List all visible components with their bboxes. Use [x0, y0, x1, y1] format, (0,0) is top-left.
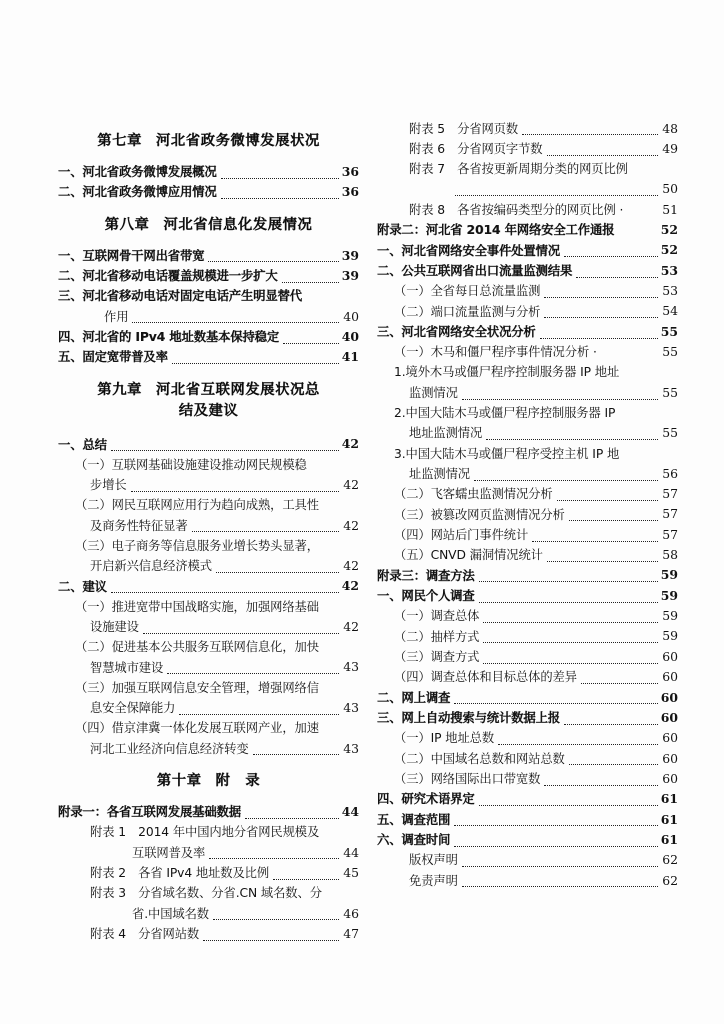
toc-entry[interactable] [58, 658, 359, 677]
toc-entry[interactable] [377, 790, 678, 809]
chapter-title: 河北省信息化发展情况 [163, 216, 313, 233]
toc-entry-text: 地址监测情况 [409, 426, 483, 441]
toc-entry-text: 二、公共互联网省出口流量监测结果 [377, 263, 573, 278]
toc-entry[interactable] [58, 679, 359, 698]
toc-page-number: 42 [341, 578, 359, 594]
toc-entry[interactable] [377, 750, 678, 769]
toc-entry[interactable] [377, 770, 678, 789]
toc-entry[interactable] [377, 424, 678, 443]
toc-entry-text: 附表 8 各省按编码类型分的网页比例 · [409, 202, 624, 217]
toc-entry[interactable] [377, 180, 678, 199]
toc-leader-dots [132, 322, 339, 323]
toc-entry-text: 设施建设 [90, 620, 139, 635]
chapter-title: 附 录 [215, 773, 261, 790]
chapter-heading [58, 131, 359, 152]
toc-entry[interactable] [377, 607, 678, 626]
toc-leader-dots [111, 450, 339, 451]
toc-entry-text: （一）推进宽带中国战略实施，加强网络基础 [75, 599, 319, 614]
toc-entry[interactable] [377, 648, 678, 667]
toc-entry-text: 一、总结 [58, 437, 107, 452]
toc-page-number: 58 [662, 547, 678, 563]
toc-entry[interactable] [58, 864, 359, 883]
toc-entry[interactable] [58, 803, 359, 822]
toc-entry[interactable] [58, 884, 359, 903]
toc-page-number: 42 [343, 477, 359, 492]
toc-leader-dots [245, 818, 339, 819]
toc-page-number: 55 [662, 425, 678, 441]
chapter-number: 第七章 [97, 133, 142, 149]
toc-entry[interactable] [58, 699, 359, 718]
toc-entry-text: 三、河北省移动电话对固定电话产生明显替代 [58, 289, 302, 304]
toc-leader-dots [498, 744, 658, 745]
toc-page-number: 46 [343, 905, 359, 921]
toc-page-number: 57 [662, 486, 678, 502]
toc-leader-dots [522, 134, 658, 135]
toc-leader-dots [167, 673, 339, 674]
toc-entry[interactable] [58, 328, 359, 347]
toc-entry[interactable] [377, 201, 678, 220]
toc-entry-text: （四）借京津冀一体化发展互联网产业，加速 [75, 721, 319, 736]
toc-page-number: 43 [343, 740, 359, 756]
toc-entry[interactable] [58, 925, 359, 944]
toc-page-number: 45 [343, 864, 359, 880]
chapter-number: 第十章 [156, 773, 202, 790]
toc-entry[interactable] [58, 577, 359, 596]
toc-entry-text: 2.中国大陆木马或僵尸程序控制服务器 IP [394, 406, 616, 420]
toc-page-number: 42 [343, 618, 359, 634]
toc-leader-dots [544, 317, 658, 318]
toc-entry[interactable] [58, 348, 359, 367]
toc-leader-dots [486, 439, 658, 440]
toc-page-number: 41 [341, 349, 359, 365]
chapter-heading [58, 215, 359, 236]
toc-leader-dots [216, 572, 339, 573]
chapter-title-line1: 河北省互联网发展状况总 [155, 382, 320, 399]
toc-entry-text: 免责声明 [409, 873, 458, 888]
toc-entry-text: （四）网站后门事件统计 [394, 527, 529, 542]
chapter-number: 第九章 [97, 382, 142, 399]
toc-entry[interactable] [58, 183, 359, 202]
toc-leader-dots [557, 500, 658, 501]
toc-page-number: 61 [660, 791, 678, 807]
chapter-title-line2: 结及建议 [178, 402, 239, 419]
toc-leader-dots [221, 178, 339, 179]
toc-leader-dots [483, 622, 658, 623]
toc-leader-dots [564, 256, 658, 257]
chapter-title: 河北省政务微博发展状况 [155, 133, 320, 149]
toc-leader-dots [454, 825, 658, 826]
toc-entry[interactable] [377, 709, 678, 728]
toc-entry[interactable] [377, 851, 678, 870]
toc-leader-dots [564, 724, 658, 725]
toc-entry-text: 一、河北省网络安全事件处置情况 [377, 243, 560, 258]
toc-entry[interactable] [377, 627, 678, 646]
toc-entry-text: （一）木马和僵尸程序事件情况分析 · [394, 345, 597, 360]
toc-page-number: 55 [662, 344, 678, 360]
toc-page-number: 60 [660, 689, 678, 705]
toc-leader-dots [179, 714, 339, 715]
toc-page-number: 49 [662, 140, 678, 156]
toc-page-number: 60 [662, 730, 678, 746]
toc-entry-text: 1.境外木马或僵尸程序控制服务器 IP 地址 [394, 365, 620, 380]
toc-columns [58, 118, 678, 945]
toc-entry[interactable] [377, 241, 678, 260]
toc-entry-text: （二）促进基本公共服务互联网信息化，加快 [75, 640, 319, 655]
toc-entry-text: 二、河北省移动电话覆盖规模进一步扩大 [58, 269, 278, 284]
toc-entry[interactable] [377, 526, 678, 545]
toc-page-number: 61 [660, 831, 678, 847]
toc-entry[interactable] [377, 262, 678, 281]
toc-leader-dots [474, 480, 658, 481]
toc-leader-dots [221, 198, 339, 199]
toc-entry-text: （二）飞客蠕虫监测情况分析 [394, 487, 553, 502]
toc-entry[interactable] [58, 557, 359, 576]
toc-entry-text: 五、固定宽带普及率 [58, 350, 168, 365]
toc-page-number: 42 [343, 517, 359, 533]
toc-entry-text: （三）被篡改网页监测情况分析 [394, 507, 565, 522]
toc-entry[interactable] [377, 546, 678, 565]
toc-leader-dots [532, 541, 658, 542]
toc-page-number: 62 [662, 872, 678, 888]
toc-entry[interactable] [58, 537, 359, 556]
toc-entry-group [58, 163, 359, 202]
toc-leader-dots [483, 663, 658, 664]
toc-leader-dots [253, 754, 339, 755]
toc-page-number: 55 [660, 323, 678, 339]
toc-leader-dots [192, 531, 339, 532]
toc-page-number: 60 [662, 750, 678, 766]
toc-entry-text: （一）IP 地址总数 [394, 731, 495, 746]
toc-page-number: 60 [662, 648, 678, 664]
toc-entry[interactable] [377, 120, 678, 139]
toc-leader-dots [455, 195, 658, 196]
toc-page-number: 39 [341, 247, 359, 263]
toc-page-number: 59 [662, 608, 678, 624]
chapter-heading [58, 771, 359, 792]
toc-entry-text: 及商务性特征显著 [90, 518, 188, 533]
toc-entry[interactable] [377, 831, 678, 850]
toc-entry-text: 附表 4 分省网站数 [90, 927, 200, 941]
toc-entry-text: （二）端口流量监测与分析 [394, 304, 541, 319]
toc-leader-dots [282, 282, 339, 283]
toc-leader-dots [569, 520, 658, 521]
toc-leader-dots [131, 491, 339, 492]
toc-entry[interactable] [58, 719, 359, 738]
toc-entry[interactable] [377, 302, 678, 321]
toc-entry[interactable] [377, 140, 678, 159]
toc-entry-text: 三、河北省网络安全状况分析 [377, 324, 536, 339]
toc-entry[interactable] [377, 465, 678, 484]
toc-entry-text: 开启新兴信息经济模式 [90, 559, 212, 574]
toc-leader-dots [544, 785, 658, 786]
toc-entry-text: 互联网普及率 [132, 845, 206, 860]
toc-entry-text: 一、互联网骨干网出省带宽 [58, 248, 205, 263]
toc-page-number: 60 [660, 709, 678, 725]
toc-entry-text: 附表 3 分省域名数、分省.CN 域名数、分 [90, 886, 322, 901]
toc-entry-text: 监测情况 [409, 385, 458, 400]
toc-leader-dots [483, 642, 658, 643]
toc-entry-text: 五、调查范围 [377, 812, 451, 827]
toc-entry-text: 址监测情况 [409, 466, 470, 481]
toc-entry-text: 四、研究术语界定 [377, 792, 475, 807]
toc-entry-text: 二、网上调查 [377, 690, 451, 705]
toc-entry[interactable] [377, 872, 678, 891]
toc-entry[interactable] [377, 282, 678, 301]
toc-entry[interactable] [58, 823, 359, 842]
toc-entry[interactable] [58, 267, 359, 286]
toc-leader-dots [479, 805, 658, 806]
toc-entry-text: （三）电子商务等信息服务业增长势头显著， [75, 538, 319, 553]
toc-page-number: 40 [341, 328, 359, 344]
toc-entry-text: （三）加强互联网信息安全管理，增强网络信 [75, 680, 319, 695]
toc-page-number: 61 [660, 811, 678, 827]
toc-entry-text: 附录一：各省互联网发展基础数据 [58, 805, 241, 820]
chapter-heading [58, 380, 359, 421]
toc-entry-group [58, 435, 359, 758]
toc-page-number: 48 [662, 120, 678, 136]
toc-entry[interactable] [58, 844, 359, 863]
toc-entry[interactable] [58, 476, 359, 495]
toc-leader-dots [547, 155, 658, 156]
toc-page-number: 47 [343, 925, 359, 941]
toc-entry-text: （一）调查总体 [394, 609, 480, 624]
toc-entry-text: 版权声明 [409, 853, 458, 868]
toc-leader-dots [569, 764, 658, 765]
toc-leader-dots [462, 886, 658, 887]
toc-leader-dots [213, 919, 339, 920]
toc-entry-text: 息安全保障能力 [90, 701, 176, 716]
toc-page-number: 60 [662, 669, 678, 685]
toc-entry[interactable] [377, 323, 678, 342]
toc-leader-dots [454, 703, 658, 704]
toc-entry-text: 附录二：河北省 2014 年网络安全工作通报 [377, 223, 615, 238]
toc-left-column [58, 118, 359, 945]
toc-page-number: 59 [660, 587, 678, 603]
toc-page-number: 36 [341, 184, 359, 200]
toc-page-number: 43 [343, 659, 359, 675]
toc-page-number: 51 [662, 201, 678, 217]
toc-leader-dots [273, 879, 339, 880]
toc-entry-text: 步增长 [90, 478, 127, 493]
toc-page-number: 50 [662, 181, 678, 197]
toc-entry-text: 智慧城市建设 [90, 660, 164, 675]
toc-entry-text: 作用 [104, 309, 129, 324]
toc-page-number: 42 [343, 558, 359, 574]
toc-leader-dots [283, 343, 339, 344]
toc-page-number: 42 [341, 436, 359, 452]
toc-entry[interactable] [58, 247, 359, 266]
toc-page-number: 54 [662, 303, 678, 319]
toc-entry-text: （三）调查方式 [394, 649, 480, 664]
toc-entry-text: 三、网上自动搜索与统计数据上报 [377, 711, 560, 725]
toc-leader-dots [479, 602, 658, 603]
toc-leader-dots [547, 561, 658, 562]
toc-entry[interactable] [58, 905, 359, 924]
toc-entry[interactable] [58, 308, 359, 327]
toc-page-number: 55 [662, 384, 678, 400]
toc-entry[interactable] [58, 638, 359, 657]
toc-entry[interactable] [58, 163, 359, 182]
toc-entry[interactable] [58, 618, 359, 637]
toc-leader-dots [540, 338, 658, 339]
toc-leader-dots [462, 866, 658, 867]
toc-leader-dots [111, 592, 339, 593]
toc-entry[interactable] [377, 505, 678, 524]
toc-entry-text: （四）调查总体和目标总体的差异 [394, 670, 577, 685]
toc-entry-text: 二、河北省政务微博应用情况 [58, 185, 217, 200]
chapter-number: 第八章 [104, 216, 150, 233]
toc-page-number: 56 [662, 465, 678, 481]
toc-entry-text: 一、网民个人调查 [377, 588, 475, 603]
toc-entry[interactable] [58, 517, 359, 536]
toc-entry[interactable] [377, 566, 678, 585]
toc-entry[interactable] [377, 689, 678, 708]
toc-page-number: 62 [662, 852, 678, 868]
toc-entry-group [58, 803, 359, 944]
toc-entry[interactable] [377, 729, 678, 748]
toc-entry-text: （一）全省每日总流量监测 [394, 284, 541, 299]
toc-entry[interactable] [58, 598, 359, 617]
toc-entry-text: 附表 6 分省网页字节数 [409, 142, 543, 156]
toc-entry-group [58, 247, 359, 367]
toc-entry-text: 附表 1 2014 年中国内地分省网民规模及 [90, 825, 320, 840]
toc-page-number: 36 [341, 163, 359, 179]
toc-leader-dots [208, 261, 338, 262]
toc-entry[interactable] [377, 363, 678, 382]
toc-page-number: 39 [341, 267, 359, 283]
toc-entry-text: 附录三：调查方法 [377, 568, 475, 583]
toc-page-number: 40 [343, 308, 359, 324]
toc-leader-dots [479, 581, 658, 582]
toc-leader-dots [544, 297, 658, 298]
toc-entry-text: 附表 7 各省按更新周期分类的网页比例 [409, 162, 628, 177]
toc-entry-text: 一、河北省政务微博发展概况 [58, 164, 217, 179]
toc-page-number: 60 [662, 770, 678, 786]
toc-entry-text: （三）网络国际出口带宽数 [394, 772, 541, 787]
toc-entry[interactable] [377, 404, 678, 423]
toc-entry[interactable] [58, 435, 359, 454]
toc-entry[interactable] [377, 160, 678, 179]
toc-page-number: 53 [660, 262, 678, 278]
toc-leader-dots [209, 858, 339, 859]
toc-page-number: 57 [662, 526, 678, 542]
toc-entry[interactable] [58, 287, 359, 306]
toc-leader-dots [462, 399, 658, 400]
toc-entry-text: （五）CNVD 漏洞情况统计 [394, 548, 543, 563]
toc-leader-dots [581, 683, 658, 684]
toc-entry[interactable] [377, 221, 678, 240]
toc-entry[interactable] [58, 740, 359, 759]
toc-entry-text: 河北工业经济向信息经济转变 [90, 741, 249, 756]
toc-entry-text: 附表 2 各省 IPv4 地址数及比例 [90, 866, 270, 881]
toc-entry-text: 省.中国域名数 [132, 906, 209, 921]
toc-entry[interactable] [58, 456, 359, 475]
toc-page-number: 57 [662, 506, 678, 522]
toc-entry[interactable] [377, 384, 678, 403]
toc-leader-dots [203, 940, 339, 941]
toc-entry[interactable] [377, 343, 678, 362]
toc-right-column [377, 118, 678, 945]
toc-entry-group [377, 120, 678, 891]
toc-entry[interactable] [377, 587, 678, 606]
toc-entry-text: 3.中国大陆木马或僵尸程序受控主机 IP 地 [394, 446, 620, 461]
toc-entry[interactable] [377, 668, 678, 687]
toc-page-number: 43 [343, 700, 359, 715]
toc-page-number: 59 [662, 628, 678, 644]
toc-leader-dots [576, 277, 658, 278]
toc-leader-dots [143, 633, 339, 634]
toc-entry[interactable] [377, 485, 678, 504]
toc-entry-text: 二、建议 [58, 579, 107, 594]
toc-entry-text: 六、调查时间 [377, 833, 451, 848]
toc-entry-text: （二）中国域名总数和网站总数 [394, 751, 565, 766]
toc-entry[interactable] [377, 811, 678, 830]
toc-leader-dots [454, 846, 658, 847]
toc-page-number: 44 [343, 844, 359, 860]
toc-entry[interactable] [377, 445, 678, 464]
toc-leader-dots [172, 363, 339, 364]
toc-entry-text: 四、河北省的 IPv4 地址数基本保持稳定 [58, 330, 280, 344]
toc-page-number: 53 [662, 283, 678, 299]
toc-page-number: 52 [660, 222, 678, 238]
toc-page-number: 44 [341, 804, 359, 820]
toc-entry-text: （二）网民互联网应用行为趋向成熟，工具性 [75, 498, 319, 513]
toc-entry-text: 附表 5 分省网页数 [409, 121, 519, 136]
toc-entry-text: （一）互联网基础设施建设推动网民规模稳 [75, 457, 307, 472]
toc-entry-text: （二）抽样方式 [394, 629, 480, 644]
toc-page-number: 59 [660, 567, 678, 583]
toc-entry[interactable] [58, 496, 359, 515]
toc-page-number: 52 [660, 242, 678, 258]
